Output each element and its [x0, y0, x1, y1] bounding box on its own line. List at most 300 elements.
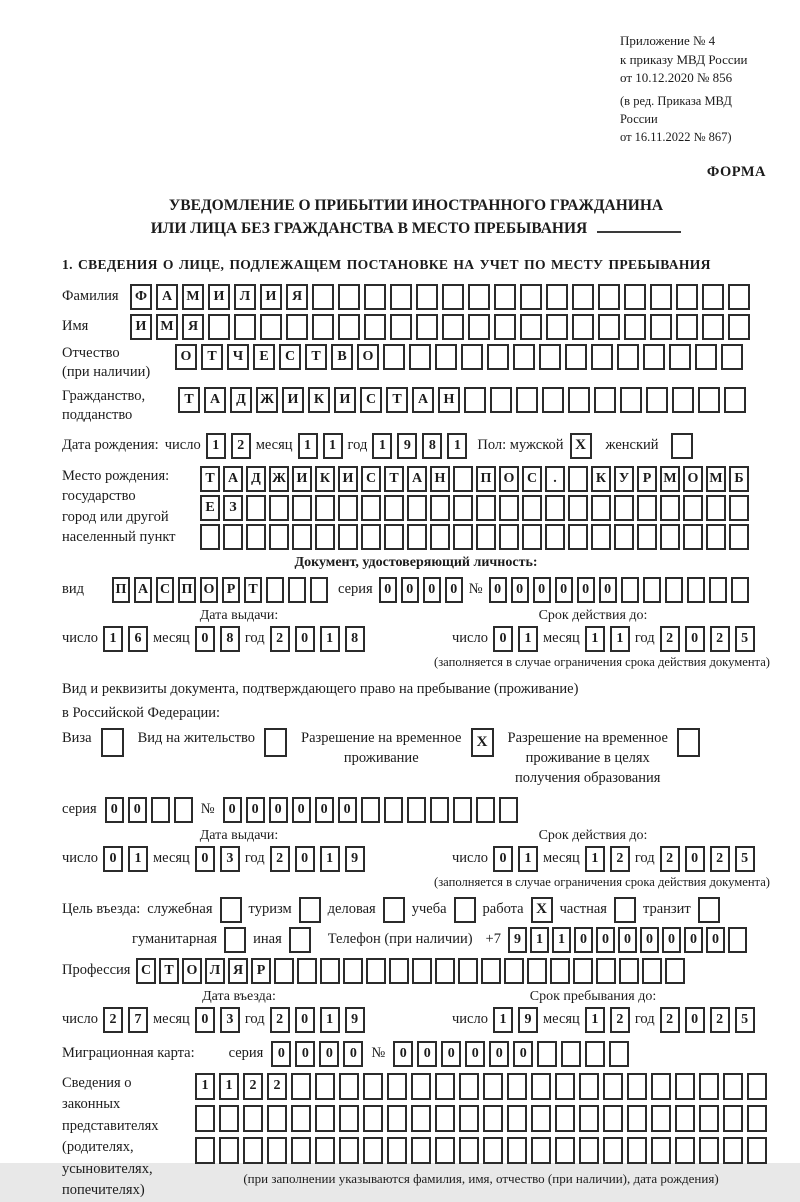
month-cells[interactable] [585, 626, 630, 652]
char-cell[interactable] [747, 1105, 767, 1132]
char-cell[interactable] [384, 797, 403, 823]
char-cell[interactable] [442, 284, 464, 310]
char-cell[interactable] [675, 1137, 695, 1164]
char-cell[interactable] [269, 495, 289, 521]
char-cell[interactable] [461, 344, 483, 370]
char-cell[interactable]: 0 [195, 1007, 215, 1033]
char-cell[interactable] [619, 958, 639, 984]
char-cell[interactable] [747, 1137, 767, 1164]
char-cell[interactable] [267, 1105, 287, 1132]
char-cell[interactable]: Е [253, 344, 275, 370]
char-cell[interactable] [721, 344, 743, 370]
char-cell[interactable] [572, 314, 594, 340]
char-cell[interactable] [579, 1073, 599, 1100]
char-cell[interactable]: 2 [610, 1007, 630, 1033]
char-cell[interactable] [546, 284, 568, 310]
char-cell[interactable]: 0 [103, 846, 123, 872]
char-cell[interactable] [585, 1041, 605, 1067]
char-cell[interactable]: 0 [577, 577, 595, 603]
purpose-transit-checkbox[interactable] [698, 897, 720, 923]
char-cell[interactable]: 1 [493, 1007, 513, 1033]
char-cell[interactable] [728, 314, 750, 340]
char-cell[interactable]: А [223, 466, 243, 492]
patronymic-cells[interactable] [175, 344, 743, 370]
char-cell[interactable] [363, 1137, 383, 1164]
char-cell[interactable]: Д [246, 466, 266, 492]
char-cell[interactable]: О [357, 344, 379, 370]
char-cell[interactable]: А [204, 387, 226, 413]
char-cell[interactable] [487, 344, 509, 370]
char-cell[interactable]: 3 [220, 1007, 240, 1033]
char-cell[interactable] [651, 1137, 671, 1164]
char-cell[interactable]: 2 [270, 1007, 290, 1033]
char-cell[interactable]: 1 [585, 846, 605, 872]
char-cell[interactable] [435, 1073, 455, 1100]
char-cell[interactable]: 5 [735, 1007, 755, 1033]
char-cell[interactable] [695, 344, 717, 370]
char-cell[interactable]: А [407, 466, 427, 492]
char-cell[interactable] [699, 1105, 719, 1132]
char-cell[interactable] [660, 495, 680, 521]
char-cell[interactable] [435, 344, 457, 370]
char-cell[interactable]: 1 [128, 846, 148, 872]
char-cell[interactable] [665, 958, 685, 984]
char-cell[interactable] [596, 958, 616, 984]
char-cell[interactable] [723, 1105, 743, 1132]
char-cell[interactable]: . [545, 466, 565, 492]
residence-series-cells[interactable] [105, 797, 193, 823]
char-cell[interactable]: А [156, 284, 178, 310]
migration-card-number-cells[interactable] [393, 1041, 629, 1067]
char-cell[interactable] [361, 495, 381, 521]
char-cell[interactable] [390, 314, 412, 340]
char-cell[interactable]: 0 [379, 577, 397, 603]
char-cell[interactable] [286, 314, 308, 340]
char-cell[interactable] [260, 314, 282, 340]
char-cell[interactable]: 1 [585, 1007, 605, 1033]
month-cells[interactable] [585, 846, 630, 872]
char-cell[interactable] [568, 466, 588, 492]
char-cell[interactable]: 0 [338, 797, 357, 823]
profession-cells[interactable] [136, 958, 685, 984]
month-cells[interactable] [298, 433, 343, 459]
char-cell[interactable]: 0 [315, 797, 334, 823]
char-cell[interactable] [200, 524, 220, 550]
char-cell[interactable]: 0 [441, 1041, 461, 1067]
char-cell[interactable]: 2 [103, 1007, 123, 1033]
char-cell[interactable]: 7 [128, 1007, 148, 1033]
char-cell[interactable] [195, 1105, 215, 1132]
char-cell[interactable]: 0 [445, 577, 463, 603]
char-cell[interactable] [464, 387, 486, 413]
char-cell[interactable] [297, 958, 317, 984]
char-cell[interactable]: 1 [195, 1073, 215, 1100]
purpose-private-checkbox[interactable] [614, 897, 636, 923]
char-cell[interactable] [665, 577, 683, 603]
char-cell[interactable] [430, 524, 450, 550]
char-cell[interactable] [468, 314, 490, 340]
day-cells[interactable] [103, 1007, 148, 1033]
char-cell[interactable] [363, 1105, 383, 1132]
char-cell[interactable] [292, 524, 312, 550]
char-cell[interactable] [363, 1073, 383, 1100]
char-cell[interactable]: 0 [295, 1007, 315, 1033]
char-cell[interactable] [650, 284, 672, 310]
char-cell[interactable]: 2 [270, 846, 290, 872]
char-cell[interactable] [389, 958, 409, 984]
birthplace-cells-row2[interactable] [200, 495, 749, 521]
char-cell[interactable]: 0 [246, 797, 265, 823]
char-cell[interactable]: П [476, 466, 496, 492]
birthplace-cells-row3[interactable] [200, 524, 749, 550]
char-cell[interactable]: О [182, 958, 202, 984]
char-cell[interactable] [598, 284, 620, 310]
char-cell[interactable] [459, 1105, 479, 1132]
option-visa-checkbox[interactable] [101, 728, 124, 757]
char-cell[interactable]: 2 [710, 626, 730, 652]
char-cell[interactable]: У [614, 466, 634, 492]
char-cell[interactable] [266, 577, 284, 603]
char-cell[interactable] [643, 344, 665, 370]
char-cell[interactable] [459, 1137, 479, 1164]
char-cell[interactable]: 0 [105, 797, 124, 823]
char-cell[interactable] [315, 1137, 335, 1164]
year-cells[interactable] [372, 433, 467, 459]
char-cell[interactable] [598, 314, 620, 340]
char-cell[interactable]: Д [230, 387, 252, 413]
char-cell[interactable] [339, 1073, 359, 1100]
char-cell[interactable]: О [175, 344, 197, 370]
char-cell[interactable] [724, 387, 746, 413]
char-cell[interactable] [728, 927, 747, 953]
char-cell[interactable] [407, 524, 427, 550]
doc-number-cells[interactable] [489, 577, 749, 603]
char-cell[interactable]: 6 [128, 626, 148, 652]
char-cell[interactable]: 0 [292, 797, 311, 823]
char-cell[interactable]: Т [305, 344, 327, 370]
char-cell[interactable] [699, 1073, 719, 1100]
char-cell[interactable] [246, 524, 266, 550]
char-cell[interactable] [384, 495, 404, 521]
char-cell[interactable]: Т [244, 577, 262, 603]
char-cell[interactable]: 0 [195, 846, 215, 872]
char-cell[interactable] [453, 495, 473, 521]
day-cells[interactable] [493, 846, 538, 872]
char-cell[interactable] [614, 495, 634, 521]
char-cell[interactable] [675, 1073, 695, 1100]
char-cell[interactable]: С [361, 466, 381, 492]
purpose-tourism-checkbox[interactable] [299, 897, 321, 923]
char-cell[interactable] [246, 495, 266, 521]
birthplace-cells-row1[interactable] [200, 466, 749, 492]
char-cell[interactable]: Ч [227, 344, 249, 370]
char-cell[interactable]: 1 [320, 846, 340, 872]
char-cell[interactable] [320, 958, 340, 984]
char-cell[interactable]: 1 [323, 433, 343, 459]
char-cell[interactable] [453, 797, 472, 823]
char-cell[interactable]: К [308, 387, 330, 413]
char-cell[interactable] [435, 958, 455, 984]
char-cell[interactable]: Т [384, 466, 404, 492]
char-cell[interactable] [572, 284, 594, 310]
purpose-work-checkbox[interactable]: X [531, 897, 553, 923]
char-cell[interactable] [315, 1073, 335, 1100]
char-cell[interactable] [288, 577, 306, 603]
char-cell[interactable]: 2 [270, 626, 290, 652]
char-cell[interactable] [442, 314, 464, 340]
char-cell[interactable] [573, 958, 593, 984]
char-cell[interactable] [274, 958, 294, 984]
char-cell[interactable]: 2 [660, 846, 680, 872]
char-cell[interactable] [499, 797, 518, 823]
char-cell[interactable] [513, 344, 535, 370]
char-cell[interactable] [458, 958, 478, 984]
char-cell[interactable]: 9 [508, 927, 527, 953]
doc-series-cells[interactable] [379, 577, 463, 603]
surname-cells[interactable] [130, 284, 750, 310]
char-cell[interactable] [366, 958, 386, 984]
char-cell[interactable]: Н [438, 387, 460, 413]
char-cell[interactable]: 1 [206, 433, 226, 459]
char-cell[interactable]: 9 [345, 846, 365, 872]
char-cell[interactable]: Л [205, 958, 225, 984]
char-cell[interactable]: С [279, 344, 301, 370]
char-cell[interactable]: М [156, 314, 178, 340]
citizenship-cells[interactable] [178, 387, 746, 413]
char-cell[interactable]: 1 [372, 433, 392, 459]
char-cell[interactable]: Л [234, 284, 256, 310]
char-cell[interactable] [561, 1041, 581, 1067]
char-cell[interactable] [338, 284, 360, 310]
char-cell[interactable] [364, 284, 386, 310]
char-cell[interactable] [476, 524, 496, 550]
char-cell[interactable]: П [112, 577, 130, 603]
char-cell[interactable] [174, 797, 193, 823]
char-cell[interactable] [520, 284, 542, 310]
char-cell[interactable] [416, 314, 438, 340]
char-cell[interactable]: 2 [231, 433, 251, 459]
char-cell[interactable] [507, 1105, 527, 1132]
char-cell[interactable] [504, 958, 524, 984]
char-cell[interactable] [291, 1137, 311, 1164]
char-cell[interactable] [531, 1105, 551, 1132]
char-cell[interactable] [651, 1105, 671, 1132]
char-cell[interactable] [476, 797, 495, 823]
char-cell[interactable] [594, 387, 616, 413]
phone-cells[interactable] [508, 927, 747, 953]
char-cell[interactable]: 0 [685, 1007, 705, 1033]
char-cell[interactable]: К [315, 466, 335, 492]
char-cell[interactable] [494, 314, 516, 340]
char-cell[interactable] [459, 1073, 479, 1100]
char-cell[interactable] [407, 797, 426, 823]
char-cell[interactable] [609, 1041, 629, 1067]
char-cell[interactable]: 8 [422, 433, 442, 459]
char-cell[interactable] [627, 1105, 647, 1132]
char-cell[interactable]: Ж [269, 466, 289, 492]
char-cell[interactable] [435, 1105, 455, 1132]
char-cell[interactable]: 1 [518, 626, 538, 652]
char-cell[interactable] [219, 1105, 239, 1132]
char-cell[interactable]: 0 [417, 1041, 437, 1067]
char-cell[interactable] [603, 1073, 623, 1100]
char-cell[interactable] [361, 524, 381, 550]
char-cell[interactable]: 2 [710, 1007, 730, 1033]
char-cell[interactable] [545, 524, 565, 550]
char-cell[interactable]: М [660, 466, 680, 492]
char-cell[interactable]: 0 [489, 1041, 509, 1067]
char-cell[interactable]: 5 [735, 846, 755, 872]
char-cell[interactable] [683, 495, 703, 521]
char-cell[interactable] [579, 1105, 599, 1132]
char-cell[interactable] [338, 524, 358, 550]
char-cell[interactable] [310, 577, 328, 603]
char-cell[interactable] [476, 495, 496, 521]
char-cell[interactable] [603, 1137, 623, 1164]
char-cell[interactable] [617, 344, 639, 370]
char-cell[interactable] [291, 1105, 311, 1132]
char-cell[interactable]: 1 [298, 433, 318, 459]
char-cell[interactable] [409, 344, 431, 370]
char-cell[interactable] [568, 524, 588, 550]
char-cell[interactable]: 0 [465, 1041, 485, 1067]
char-cell[interactable] [531, 1137, 551, 1164]
char-cell[interactable] [387, 1105, 407, 1132]
char-cell[interactable] [729, 524, 749, 550]
char-cell[interactable] [698, 387, 720, 413]
residence-number-cells[interactable] [223, 797, 518, 823]
migration-card-series-cells[interactable] [271, 1041, 363, 1067]
char-cell[interactable]: Т [201, 344, 223, 370]
char-cell[interactable] [315, 1105, 335, 1132]
char-cell[interactable] [516, 387, 538, 413]
char-cell[interactable]: Р [222, 577, 240, 603]
char-cell[interactable] [384, 524, 404, 550]
year-cells[interactable] [660, 846, 755, 872]
char-cell[interactable] [537, 1041, 557, 1067]
char-cell[interactable] [390, 284, 412, 310]
char-cell[interactable] [312, 314, 334, 340]
char-cell[interactable] [499, 495, 519, 521]
char-cell[interactable]: И [338, 466, 358, 492]
char-cell[interactable]: 9 [518, 1007, 538, 1033]
char-cell[interactable] [676, 284, 698, 310]
year-cells[interactable] [270, 846, 365, 872]
char-cell[interactable] [507, 1137, 527, 1164]
char-cell[interactable] [243, 1137, 263, 1164]
char-cell[interactable] [364, 314, 386, 340]
char-cell[interactable]: 2 [660, 626, 680, 652]
char-cell[interactable] [603, 1105, 623, 1132]
char-cell[interactable] [643, 577, 661, 603]
char-cell[interactable]: Ф [130, 284, 152, 310]
sex-female-checkbox[interactable] [671, 433, 693, 459]
purpose-humanitarian-checkbox[interactable] [224, 927, 246, 953]
char-cell[interactable] [312, 284, 334, 310]
char-cell[interactable] [195, 1137, 215, 1164]
char-cell[interactable]: 0 [684, 927, 703, 953]
char-cell[interactable] [591, 344, 613, 370]
char-cell[interactable]: 1 [518, 846, 538, 872]
day-cells[interactable] [206, 433, 251, 459]
char-cell[interactable] [709, 577, 727, 603]
char-cell[interactable]: М [706, 466, 726, 492]
char-cell[interactable] [383, 344, 405, 370]
char-cell[interactable]: 0 [271, 1041, 291, 1067]
char-cell[interactable] [542, 387, 564, 413]
char-cell[interactable] [539, 344, 561, 370]
char-cell[interactable]: И [208, 284, 230, 310]
char-cell[interactable]: Я [228, 958, 248, 984]
char-cell[interactable]: 8 [220, 626, 240, 652]
char-cell[interactable] [338, 314, 360, 340]
char-cell[interactable]: И [282, 387, 304, 413]
char-cell[interactable]: 1 [320, 1007, 340, 1033]
char-cell[interactable]: 0 [295, 626, 315, 652]
char-cell[interactable] [555, 1073, 575, 1100]
char-cell[interactable] [520, 314, 542, 340]
char-cell[interactable]: И [130, 314, 152, 340]
option-temp-residence-education-checkbox[interactable] [677, 728, 700, 757]
char-cell[interactable] [672, 387, 694, 413]
char-cell[interactable] [416, 284, 438, 310]
char-cell[interactable]: 9 [397, 433, 417, 459]
char-cell[interactable]: С [136, 958, 156, 984]
char-cell[interactable] [151, 797, 170, 823]
char-cell[interactable] [627, 1137, 647, 1164]
char-cell[interactable] [269, 524, 289, 550]
option-residence-permit-checkbox[interactable] [264, 728, 287, 757]
char-cell[interactable] [453, 524, 473, 550]
char-cell[interactable] [729, 495, 749, 521]
char-cell[interactable] [430, 797, 449, 823]
char-cell[interactable]: Т [159, 958, 179, 984]
char-cell[interactable] [579, 1137, 599, 1164]
char-cell[interactable] [614, 524, 634, 550]
char-cell[interactable] [723, 1137, 743, 1164]
char-cell[interactable]: 0 [295, 846, 315, 872]
char-cell[interactable] [267, 1137, 287, 1164]
char-cell[interactable] [243, 1105, 263, 1132]
char-cell[interactable] [669, 344, 691, 370]
char-cell[interactable] [468, 284, 490, 310]
char-cell[interactable] [651, 1073, 671, 1100]
char-cell[interactable]: К [591, 466, 611, 492]
char-cell[interactable] [621, 577, 639, 603]
char-cell[interactable]: 0 [618, 927, 637, 953]
char-cell[interactable]: Б [729, 466, 749, 492]
char-cell[interactable] [637, 524, 657, 550]
day-cells[interactable] [103, 626, 148, 652]
char-cell[interactable] [627, 1073, 647, 1100]
char-cell[interactable]: 0 [685, 846, 705, 872]
char-cell[interactable]: 0 [574, 927, 593, 953]
year-cells[interactable] [270, 626, 365, 652]
char-cell[interactable]: 0 [533, 577, 551, 603]
char-cell[interactable] [387, 1073, 407, 1100]
name-cells[interactable] [130, 314, 750, 340]
char-cell[interactable]: 0 [393, 1041, 413, 1067]
char-cell[interactable]: 2 [710, 846, 730, 872]
char-cell[interactable] [522, 495, 542, 521]
char-cell[interactable]: 2 [660, 1007, 680, 1033]
char-cell[interactable]: 1 [585, 626, 605, 652]
char-cell[interactable] [292, 495, 312, 521]
char-cell[interactable]: Р [251, 958, 271, 984]
char-cell[interactable]: 0 [223, 797, 242, 823]
char-cell[interactable] [407, 495, 427, 521]
char-cell[interactable]: 2 [610, 846, 630, 872]
